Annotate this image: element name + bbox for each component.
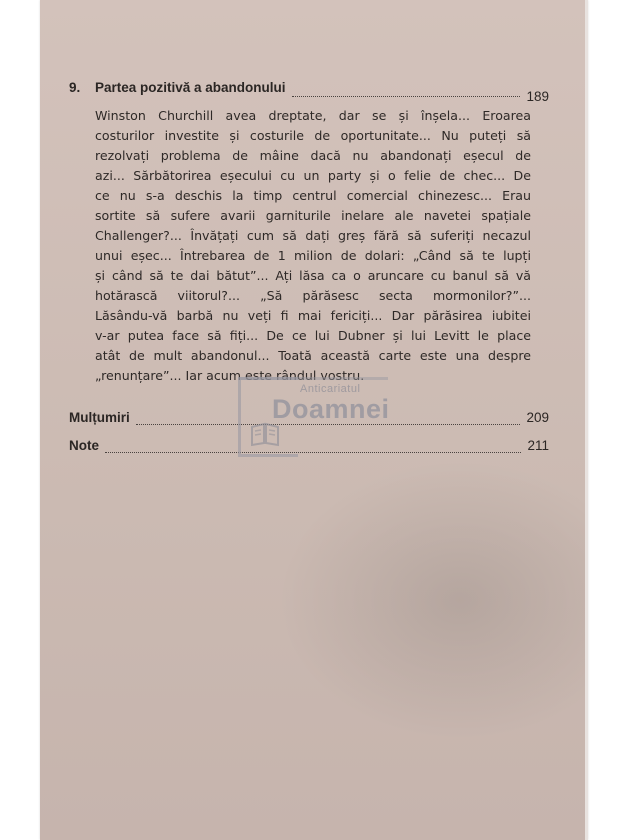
chapter-summary bbox=[95, 106, 531, 386]
summary-line: rezolvați problema de mâine dacă nu abandonați eșecul de bbox=[95, 148, 531, 163]
summary-line: Winston Churchill avea dreptate, dar se și înșela... Eroarea bbox=[95, 108, 531, 123]
section-title: Note bbox=[69, 438, 99, 453]
summary-line: hotărască viitorul?... „Să părăsesc secta mormonilor?”... bbox=[95, 288, 531, 303]
summary-line: Challenger?... Învățați cum să dați greș fără să suferiți necazul bbox=[95, 228, 531, 243]
watermark-logo bbox=[238, 377, 398, 459]
summary-line: Lăsându-vă barbă nu veți fi mai fericiți... Dar părăsirea iubitei bbox=[95, 308, 531, 323]
section-page-number: 209 bbox=[526, 410, 549, 425]
section-page-number: 211 bbox=[527, 438, 549, 453]
summary-line: sortite să sufere avarii garniturile inelare ale navetei spațiale bbox=[95, 208, 531, 223]
dot-leader bbox=[292, 95, 521, 97]
watermark-big-text: Doamnei bbox=[272, 394, 390, 424]
chapter-number: 9. bbox=[69, 80, 81, 95]
summary-line: ce nu s-a deschis la timp centrul comercial chinezesc... Erau bbox=[95, 188, 531, 203]
summary-line: v-ar putea face să fiți... De ce lui Dubner și lui Levitt le place bbox=[95, 328, 531, 343]
chapter-title: Partea pozitivă a abandonului bbox=[95, 80, 286, 95]
summary-line: și când să te dai bătut”... Ați lăsa ca o aruncare cu banul să vă bbox=[95, 268, 531, 283]
summary-line: costurilor investite și costurile de oportunitate... Nu puteți să bbox=[95, 128, 531, 143]
chapter-page-number: 189 bbox=[526, 89, 549, 104]
page-edge bbox=[585, 0, 588, 840]
toc-chapter-entry bbox=[69, 80, 549, 104]
summary-line: azi... Sărbătorirea eșecului cu un party și o felie de chec... De bbox=[95, 168, 531, 183]
book-icon bbox=[250, 421, 280, 447]
summary-line: unui eșec... Întrebarea de 1 milion de dolari: „Când să te lupți bbox=[95, 248, 531, 263]
summary-line: „renunțare”... Iar acum este rândul vostru. bbox=[95, 368, 365, 383]
watermark-small-text: Anticariatul bbox=[300, 383, 361, 395]
summary-line: atât de mult abandonul... Toată această carte este una despre bbox=[95, 348, 531, 363]
section-title: Mulțumiri bbox=[69, 410, 130, 425]
